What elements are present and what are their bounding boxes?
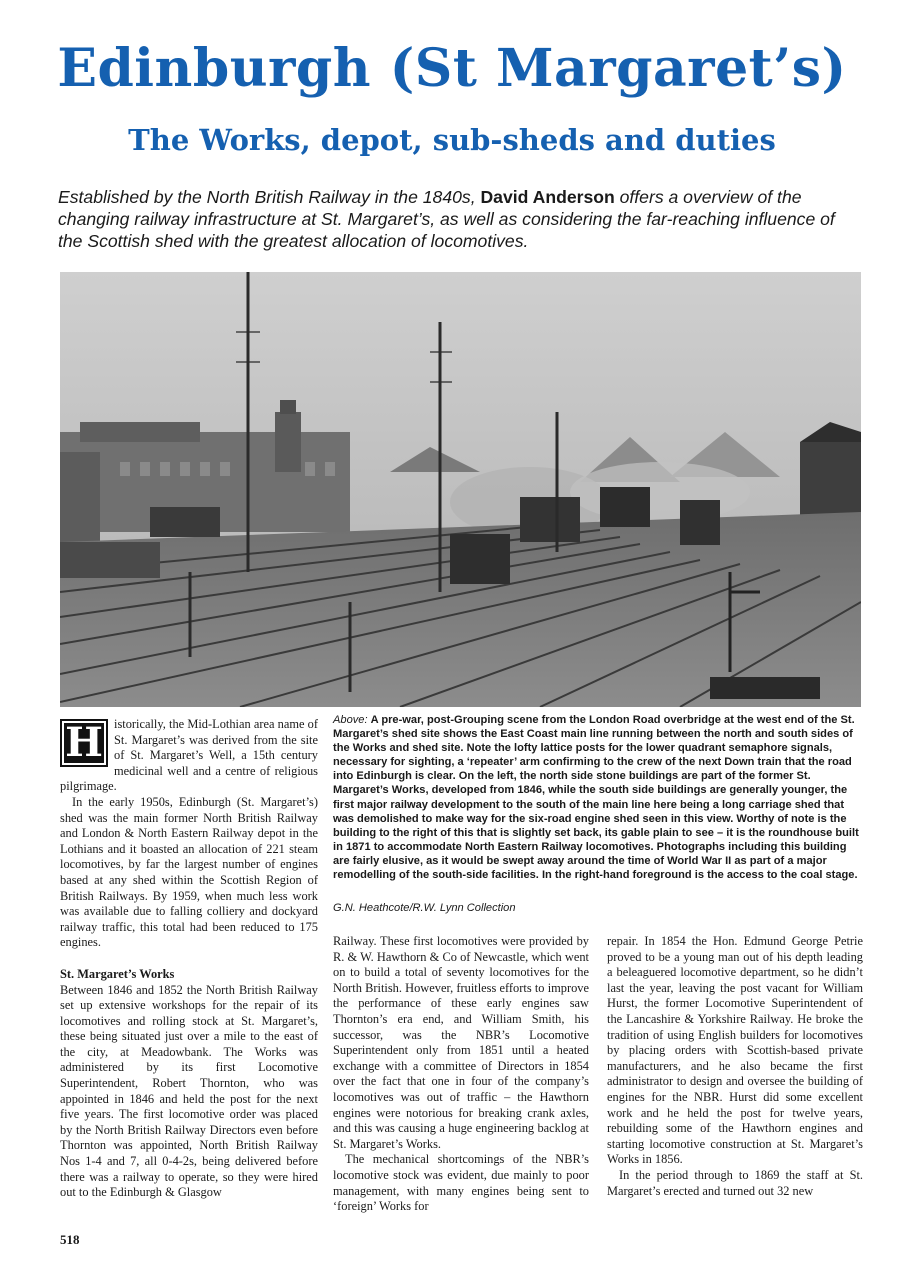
article-column-3 [607,934,863,1199]
paragraph: The mechanical shortcomings of the NBR’s locomotive stock was evident, due mainly to poor management, with many engines being sent to ‘foreign’ Works for [333,1152,589,1214]
paragraph: repair. In 1854 the Hon. Edmund George Petrie proved to be a young man out of his depth leading a beleaguered locomotive department, so he didn’t last the year, leaving the post vacant for William Hurst, the former Locomotive Superintendent of the Lancashire & Yorkshire Railway. He broke the tradition of using English builders for locomotives by placing orders with Scottish-based private manufacturers, and he also became the first administrator to design and oversee the building of engines for the NBR. Hurst did some excellent work and he held the post for twelve years, rebuilding some of the Hawthorn engines and starting locomotive construction at St. Margaret’s Works in 1856. [607,934,863,1167]
article-column-2 [333,934,589,1215]
caption-lead: Above: [333,714,368,726]
paragraph: In the period through to 1869 the staff at St. Margaret’s erected and turned out 32 new [607,1167,863,1198]
standfirst [58,186,858,252]
standfirst-intro: Established by the North British Railway in the 1840s, [58,187,481,207]
paragraph: istorically, the Mid-Lothian area name of St. Margaret’s was derived from the site of St. Margaret’s Well, a 15th century medicinal well and a centre of religious pilgrimage. [60,717,318,794]
section-heading: St. Margaret’s Works [60,966,175,981]
caption-body: A pre-war, post-Grouping scene from the London Road overbridge at the west end of the St. Margaret’s shed site shows the East Coast main line running between the north and south sides of the Works and shed site. Note the lofty lattice posts for the lower quadrant semaphore signals, necessary for sighting, a ‘repeater’ arm confirming to the crew of the next Down train that the road into Edinburgh is clear. On the left, the north side stone buildings are part of the former St. Margaret’s Works, developed from 1846, while the south side buildings are generally younger, the first major railway development to the south of the main line here being a long carriage shed that was demolished to make way for the six-road engine shed seen in this view. Worthy of note is the building to the right of this that is slightly set back, its gable plain to see – it is the roundhouse built in 1871 to accommodate North Eastern Railway locomotives. Photographs including this building are fairly elusive, as it would be swept away around the time of World War II as part of a major remodelling of the south-side facilities. In the right-hand foreground is the access to the coal stage. [333,714,859,882]
author-name: David Anderson [480,187,615,207]
article-title: Edinburgh (St Margaret’s) [57,38,847,99]
railway-yard-photo [60,272,861,707]
photo-credit: G.N. Heathcote/R.W. Lynn Collection [333,902,516,914]
page-number: 518 [60,1232,80,1247]
paragraph: Between 1846 and 1852 the North British Railway set up extensive workshops for the repair of its locomotives and rolling stock at St. Margaret’s, these being situated just over a mile to the east of the city, at Meadowbank. The Works was administered by its first Locomotive Superintendent, Robert Thornton, who was appointed in 1846 and held the post for the next five years. The first locomotive order was placed by the North British Railway Directors even before Thornton was appointed, North British Railway Nos 1-4 and 7, all 0-4-2s, being delivered before there was a railway to operate, so they were hired out to the Edinburgh & Glasgow [60,982,318,1200]
paragraph: Railway. These first locomotives were provided by R. & W. Hawthorn & Co of Newcastle, which went on to build a total of seventy locomotives for the North British. However, fruitless efforts to improve the performance of these early engines saw Thornton’s era end, and William Smith, his successor, was the NBR’s Locomotive Superintendent only from 1851 until a heated exchange with a committee of Directors in 1854 over the fact that one in four of the company’s locomotives was out of traffic – the Hawthorn engines were notorious for breaking crank axles, and this was causing a huge engineering backlog at St. Margaret’s Works. [333,934,589,1151]
photo-illustration [60,272,861,707]
standfirst-rest: offers a overview of the changing railway infrastructure at St. Margaret’s, as well as considering the far-reaching influence of the Scottish shed with the greatest allocation of locomotives. [58,187,835,251]
paragraph: In the early 1950s, Edinburgh (St. Margaret’s) shed was the main former North British Railway and London & North Eastern Railway depot in the Lothians and it boasted an allocation of 221 steam locomotives, by far the largest number of engines based at any shed within the Scottish Region of British Railways. By 1959, when much less work was available due to falling colliery and dockyard railway traffic, this total had been reduced to 175 engines. [60,794,318,950]
article-column-1 [60,717,318,1201]
article-subtitle: The Works, depot, sub-sheds and duties [128,123,776,157]
drop-cap: H [60,719,108,767]
photo-caption [333,713,863,882]
